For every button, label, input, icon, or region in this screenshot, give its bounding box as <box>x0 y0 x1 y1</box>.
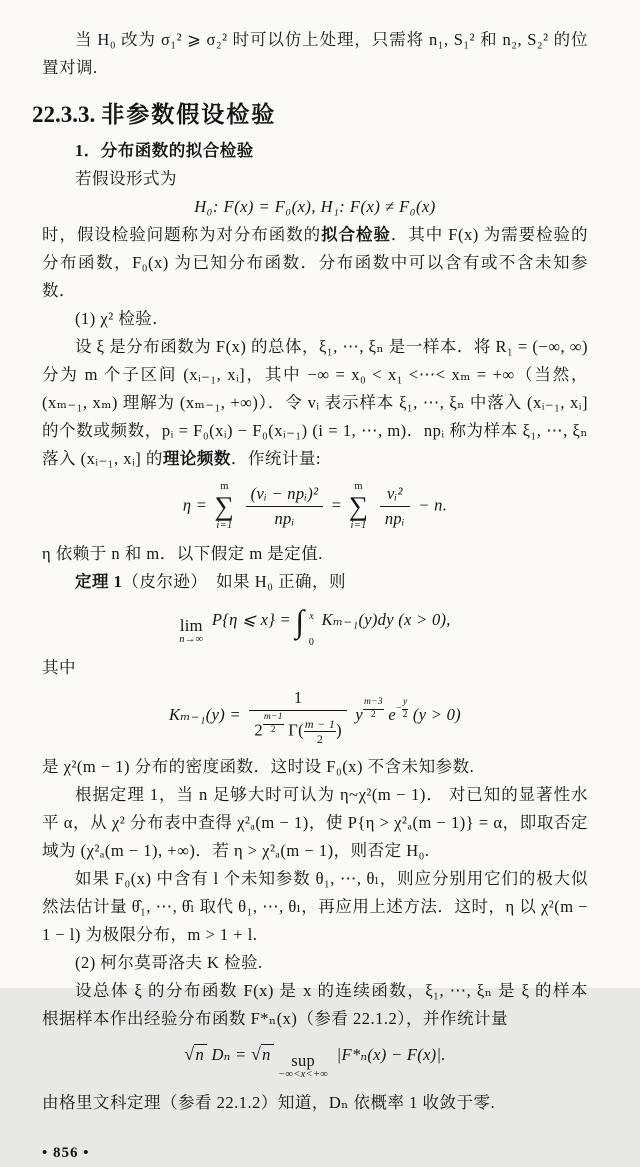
sqrt-icon: √ <box>184 1044 195 1065</box>
heading-kolmogorov-test: (2) 柯尔莫哥洛夫 K 检验. <box>75 953 263 973</box>
among-label: 其中 <box>42 658 76 678</box>
paragraph-k-setup: 设总体 ξ 的分布函数 F(x) 是 x 的连续函数，ξ₁, ⋯, ξₙ 是 ξ 的样本 根据样本作出经验分布函数 F*ₙ(x)（参看 22.1.2），并作统计量 <box>42 981 605 1029</box>
formula-k-density <box>42 688 588 745</box>
paragraph-glivenko: 由格里文科定理（参看 22.1.2）知道，Dₙ 依概率 1 收敛于零. <box>42 1093 496 1113</box>
integral-icon: ∫ <box>295 603 305 640</box>
sum-lower-limit: i=1 <box>216 520 233 532</box>
sqrt-icon: √ <box>250 1044 262 1065</box>
paragraph-fit-definition <box>42 221 588 305</box>
lim-word: lim <box>179 615 203 635</box>
intro-line: 若假设形式为 <box>75 169 177 188</box>
paragraph-variance-swap: 当 H₀ 改为 σ₁² ⩾ σ₂² 时可以仿上处理，只需将 n₁, S₁² 和 n₂, S₂² 的位置对调. <box>42 30 588 77</box>
sqrt1-argument: n <box>194 1044 207 1064</box>
formula-dn-statistic <box>42 1041 588 1081</box>
sum-operator <box>215 481 235 532</box>
lim-tail: Kₘ₋₁(y)dy (x > 0), <box>321 609 451 629</box>
e-exp-fraction: $\frac{y}{2}$ <box>402 697 408 720</box>
y-exp-fraction: m−3 2 <box>364 697 383 720</box>
sum-upper-limit: m <box>220 481 229 492</box>
sum2-upper-limit: m <box>354 481 363 492</box>
den-base-two: 2 <box>254 720 263 740</box>
fraction-v-squared <box>380 484 410 529</box>
setup-bold-term: 理论频数 <box>162 449 231 468</box>
paragraph-density-note: 是 χ²(m − 1) 分布的密度函数．这时设 F₀(x) 不含未知参数. <box>42 757 475 777</box>
theorem-label: 定理 1 <box>75 572 123 592</box>
frac1-denominator: npᵢ <box>274 509 295 529</box>
frac2-numerator: vᵢ² <box>380 484 410 507</box>
integral-upper: x <box>309 611 314 623</box>
section-heading <box>32 96 588 129</box>
formula-eta-statistic <box>42 481 588 532</box>
y-exponent <box>363 697 384 720</box>
paragraph-alpha-rejection: 根据定理 1，当 n 足够大时可认为 η~χ²(m − 1)． 对已知的显著性水平 α，从 χ² 分布表中查得 χ²ₐ(m − 1)，使 P{η > χ²ₐ(m − 1)} = α，即取否定域为 (χ²ₐ(m − 1), +∞)．若 η > χ²ₐ(m − 1)，则否定 H₀. <box>42 785 588 861</box>
frac2-denominator: npᵢ <box>384 509 405 529</box>
sigma-icon: ∑ <box>214 491 235 522</box>
subsection-title-fit-test: 1．分布函数的拟合检验 <box>75 141 254 160</box>
formula-hypotheses: H₀: F(x) = F₀(x), H₁: F(x) ≠ F₀(x) <box>194 197 436 216</box>
sum-operator-2 <box>349 481 369 532</box>
sqrt2-argument: n <box>261 1044 274 1064</box>
sum2-lower-limit: i=1 <box>350 520 367 532</box>
dn-tail: |F*ₙ(x) − F(x)|. <box>336 1045 446 1065</box>
k-lhs: Kₘ₋₁(y) = <box>169 705 241 725</box>
dn-middle: Dₙ = <box>211 1045 247 1065</box>
fraction-observed-expected <box>246 484 324 529</box>
lim-subscript: n→∞ <box>179 634 204 646</box>
setup-pre: 设 ξ 是分布函数为 F(x) 的总体，ξ₁, ⋯, ξₙ 是一样本．将 R₁ = (−∞, ∞) 分为 m 个子区间 (xᵢ₋₁, xᵢ]，其中 −∞ = x₀ < x₁ <⋯< xₘ = +∞（当然，(xₘ₋₁, xₘ) 理解为 (xₘ₋₁, +∞)）．令 vᵢ 表示样本 ξ₁, ⋯, ξₙ 中落入 (xᵢ₋₁, xᵢ] 的个数或频数，pᵢ = F₀(xᵢ) − F₀(xᵢ₋₁) (i = 1, ⋯, m)．npᵢ 称为样本 ξ₁, ⋯, ξₙ 落入 (xᵢ₋₁, xᵢ] 的 <box>42 337 588 468</box>
paragraph-chi-setup <box>42 333 588 473</box>
theorem-1-line <box>42 568 588 596</box>
k-denominator <box>249 711 347 745</box>
den-exp-fraction: m−1 2 <box>263 712 283 735</box>
heading-chi-square-test: (1) χ² 检验． <box>75 309 170 328</box>
gamma-close: ) <box>336 720 342 740</box>
e-base: e <box>388 705 396 725</box>
frac1-numerator: (vᵢ − npᵢ)² <box>246 484 324 507</box>
den-exponent <box>263 712 284 735</box>
k-numerator: 1 <box>249 688 347 711</box>
sup-operator <box>278 1052 328 1081</box>
k-condition: (y > 0) <box>412 705 461 725</box>
formula-limit-distribution <box>42 603 588 649</box>
e-minus: − <box>395 703 402 715</box>
gamma-argument-fraction: $\frac{m - 1}{2}$ <box>304 717 336 747</box>
y-base: y <box>355 705 363 725</box>
sigma-icon: ∑ <box>348 491 369 522</box>
k-main-fraction <box>249 688 347 745</box>
fit-post: ．其中 F(x) 为需要检验的分布函数，F₀(x) 为已知分布函数．分布函数中可以含有或不含未知参数． <box>42 225 588 300</box>
theorem-rest: （皮尔逊） 如果 H₀ 正确，则 <box>122 572 347 592</box>
section-title: 非参数假设检验 <box>101 101 277 127</box>
fit-pre: 时，假设检验问题称为对分布函数的 <box>42 225 322 244</box>
eta-lhs: η = <box>182 495 208 515</box>
paragraph-eta-depends: η 依赖于 n 和 m．以下假定 m 是定值. <box>42 544 323 564</box>
sup-word: sup <box>291 1051 316 1071</box>
fit-bold-term: 拟合检验 <box>321 225 391 244</box>
page-number: • 856 • <box>42 1145 90 1162</box>
eta-equals: = <box>331 495 342 515</box>
paragraph-mle-substitution: 如果 F₀(x) 中含有 l 个未知参数 θ₁, ⋯, θₗ，则应分别用它们的极大似然法估计量 θ̂₁, ⋯, θ̂ₗ 取代 θ₁, ⋯, θₗ，再应用上述方法．这时，η 以 χ²(m − 1 − l) 为极限分布，m > 1 + l. <box>42 869 588 945</box>
setup-post: ．作统计量: <box>230 449 321 468</box>
section-number: 22.3.3. <box>32 102 96 127</box>
integral-limits <box>308 604 315 649</box>
sup-subscript: −∞<x<+∞ <box>278 1069 329 1081</box>
lim-middle: P{η ⩽ x} = <box>211 609 291 629</box>
eta-tail: − n. <box>418 495 448 515</box>
limit-operator <box>179 617 203 646</box>
gamma-open: Γ( <box>288 720 304 740</box>
integral-lower: 0 <box>308 637 315 649</box>
